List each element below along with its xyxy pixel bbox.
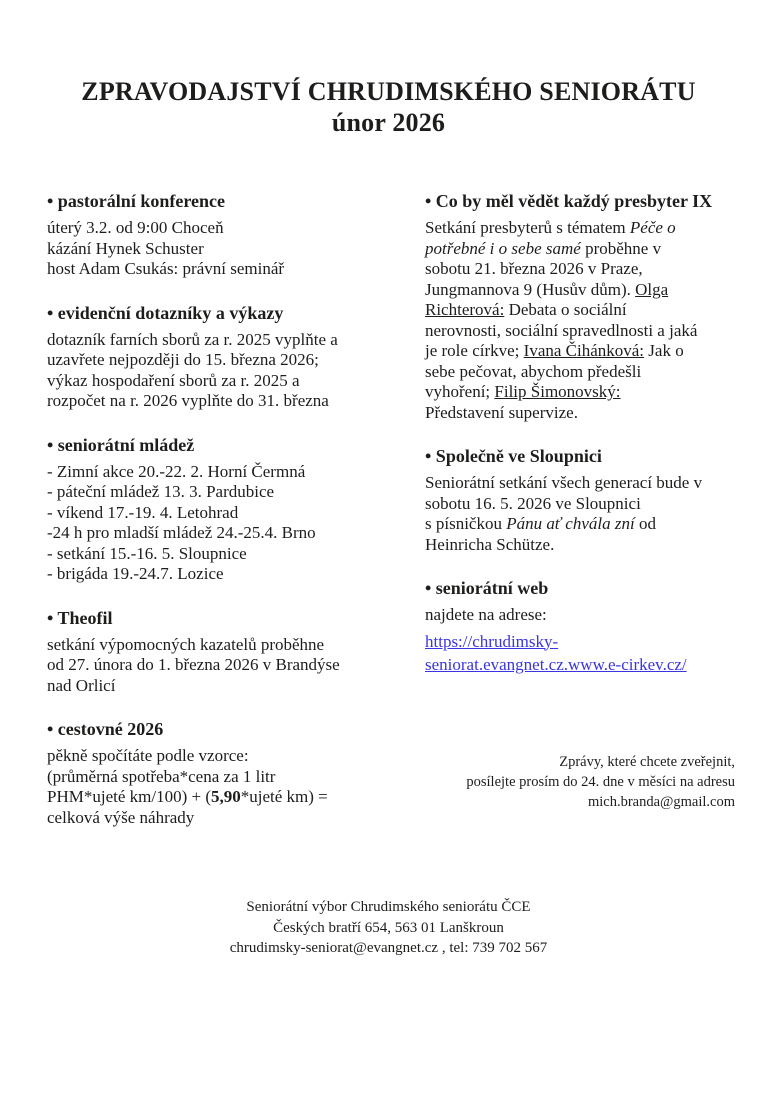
text-line: nerovnosti, sociální spravedlnosti a jaká: [425, 320, 698, 340]
text-line: [425, 218, 735, 239]
text-line: dotazník farních sborů za r. 2025 vyplňte a: [47, 329, 338, 349]
section-spolecne-ve-sloupnici: [425, 445, 735, 555]
text-line: úterý 3.2. od 9:00 Choceň: [47, 218, 224, 237]
section-heading: • Společně ve Sloupnici: [425, 446, 602, 466]
text-line: rozpočet na r. 2026 vyplňte do 31. března: [47, 391, 329, 410]
text-line: [47, 787, 399, 808]
text-segment: je role církve;: [425, 341, 524, 360]
text-line: nad Orlicí: [47, 675, 116, 695]
list-item: - víkend 17.-19. 4. Letohrad: [47, 502, 239, 522]
text-line: Představení supervize.: [425, 402, 578, 422]
text-line: [425, 239, 735, 260]
text-line: výkaz hospodaření sborů za r. 2025 a: [47, 370, 300, 390]
section-senioratni-mladez: [47, 434, 399, 585]
note-line: mich.branda@gmail.com: [587, 793, 735, 810]
footer-contact-block: [0, 897, 777, 959]
list-item: - brigáda 19.-24.7. Lozice: [47, 564, 224, 583]
italic-title-segment: Péče o: [629, 218, 676, 237]
page-header: [0, 0, 777, 138]
page-subtitle: únor 2026: [331, 108, 446, 137]
page-title: ZPRAVODAJSTVÍ CHRUDIMSKÉHO SENIORÁTU: [81, 77, 696, 106]
link-container: [425, 630, 735, 676]
section-presbyter: [425, 190, 735, 423]
section-heading: • cestovné 2026: [47, 719, 164, 739]
text-line: setkání výpomocných kazatelů proběhne: [47, 634, 325, 654]
list-item: - setkání 15.-16. 5. Sloupnice: [47, 543, 247, 563]
section-heading: • evidenční dotazníky a výkazy: [47, 302, 284, 323]
text-line: kázání Hynek Schuster: [47, 238, 204, 258]
section-heading: • Theofil: [47, 607, 113, 628]
text-line: sebe pečovat, abychom předešli: [425, 361, 642, 381]
text-line: [425, 514, 735, 535]
note-line: Zprávy, které chcete zveřejnit,: [559, 753, 735, 770]
text-segment: Setkání presbyterů s tématem: [425, 218, 630, 237]
list-item: - Zimní akce 20.-22. 2. Horní Čermná: [47, 461, 306, 481]
text-line: [425, 382, 735, 403]
note-line: posílejte prosím do 24. dne v měsíci na adresu: [466, 773, 735, 790]
italic-title-segment: potřebné i o sebe samé: [425, 238, 581, 258]
speaker-name-underlined: Ivana Čihánková:: [523, 341, 645, 360]
text-line: sobotu 16. 5. 2026 ve Sloupnici: [425, 493, 641, 513]
two-column-layout: [47, 190, 777, 828]
section-heading: • Co by měl vědět každý presbyter IX: [425, 191, 713, 211]
section-heading: • pastorální konference: [47, 191, 225, 211]
text-segment: od: [634, 514, 656, 533]
submission-note: [425, 752, 735, 812]
footer-email-phone: chrudimsky-seniorat@evangnet.cz , tel: 739 702 567: [229, 940, 548, 956]
seniorat-website-link[interactable]: https://chrudimsky-seniorat.evangnet.cz.www.e-cirkev.cz/: [425, 631, 687, 674]
footer-organization: Seniorátní výbor Chrudimského seniorátu ČCE: [246, 899, 531, 915]
list-item: - páteční mládež 13. 3. Pardubice: [47, 482, 275, 501]
formula-text: PHM*ujeté km/100) + (: [47, 787, 211, 806]
text-line: od 27. února do 1. března 2026 v Brandýse: [47, 655, 340, 674]
section-cestovne: [47, 718, 399, 828]
list-item: -24 h pro mladší mládež 24.-25.4. Brno: [47, 523, 316, 542]
text-line: (průměrná spotřeba*cena za 1 litr: [47, 766, 276, 786]
section-pastoralni-konference: [47, 190, 399, 280]
text-line: Heinricha Schütze.: [425, 534, 555, 554]
text-segment: Debata o sociální: [504, 300, 627, 319]
text-segment: s písničkou: [425, 514, 507, 533]
section-theofil: [47, 607, 399, 697]
section-senioratni-web: [425, 577, 735, 676]
formula-text: *ujeté km) =: [240, 787, 328, 806]
text-segment: vyhoření;: [425, 382, 495, 401]
song-title-italic: Pánu ať chvála zní: [506, 514, 635, 533]
text-line: sobotu 21. března 2026 v Praze,: [425, 259, 643, 278]
text-line: [425, 300, 735, 321]
section-heading: • seniorátní mládež: [47, 434, 195, 455]
text-line: pěkně spočítáte podle vzorce:: [47, 746, 249, 765]
speaker-name-underlined: Olga: [635, 279, 669, 299]
text-line: host Adam Csukás: právní seminář: [47, 259, 285, 278]
left-column: [47, 190, 399, 828]
text-line: najdete na adrese:: [425, 605, 547, 624]
text-segment: Jungmannova 9 (Husův dům).: [425, 279, 636, 299]
text-line: uzavřete nejpozději do 15. března 2026;: [47, 350, 319, 369]
speaker-name-underlined: Filip Šimonovský:: [494, 382, 621, 401]
text-line: [425, 280, 735, 301]
section-evidencni-dotazniky: [47, 302, 399, 412]
footer-address: Českých bratří 654, 563 01 Lanškroun: [273, 919, 504, 936]
text-line: [425, 341, 735, 362]
right-column: [425, 190, 735, 828]
section-heading: • seniorátní web: [425, 578, 549, 598]
text-segment: proběhne v: [580, 238, 662, 258]
text-line: Seniorátní setkání všech generací bude v: [425, 473, 703, 492]
text-segment: Jak o: [644, 341, 684, 360]
speaker-name-underlined: Richterová:: [425, 300, 505, 319]
text-line: celková výše náhrady: [47, 807, 195, 827]
formula-rate-bold: 5,90: [211, 787, 241, 806]
